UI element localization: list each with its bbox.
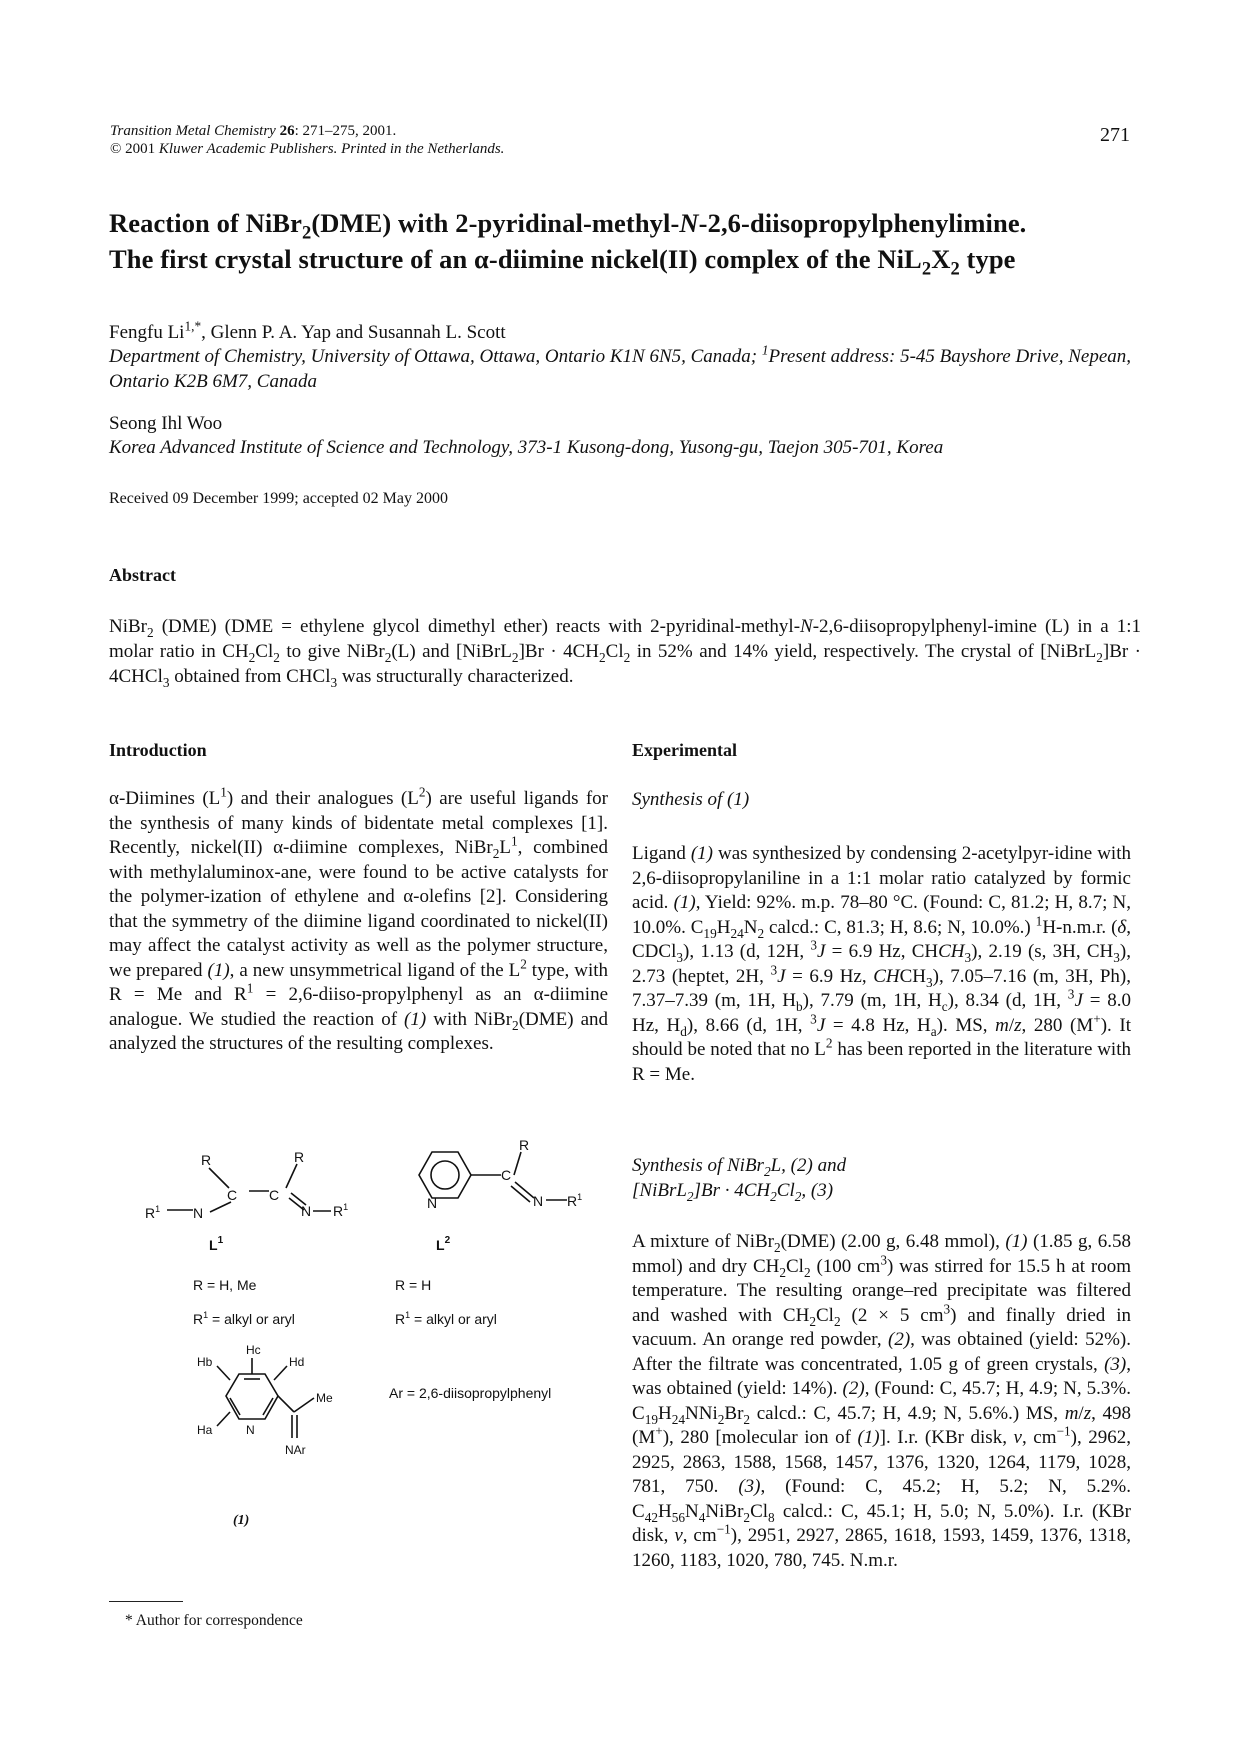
atom-label: N [193,1205,204,1221]
atom-label: C [501,1167,512,1183]
atom-label: N [533,1193,544,1209]
compound-label: (1) [233,1513,250,1528]
atom-label: C [269,1187,280,1203]
scheme-drawing [109,1140,609,1560]
atom-label: Hb [197,1355,213,1369]
author-woo: Seong Ihl Woo [109,413,223,434]
L2-r-definition: R = H [395,1277,432,1293]
introduction-heading: Introduction [109,740,207,760]
abstract-text: NiBr$_2$ (DME) (DME = ethylene glycol dimethyl ether) reacts with 2-pyridinal-methyl-N-2,6-diisopropylphenyl-imine (L) in a 1:1 molar ratio in $CH_2Cl_2$ to give NiBr$_2$(L) and [NiBrL$_2$]Br · $4CH_2Cl_2$ in 52% and 14% yield, respectively. The crystal of [NiBrL$_2$]Br · 4CHCl$_3$ obtained from CHCl$_3$ was structurally characterized. [109,616,1141,690]
ligand-label-L1: $L^1$ [209,1235,224,1253]
ligand-label-L2: $L^2$ [436,1235,451,1253]
ligand-scheme [109,1140,609,1560]
footnote: * Author for correspondence [125,1612,303,1629]
abstract-heading: Abstract [109,565,176,585]
synthesis-1-text: Ligand (1) was synthesized by condensing 2-acetylpyr-idine with 2,6-diisopropylaniline in a 1:1 molar ratio catalyzed by formic acid. (1), Yield: 92%. m.p. 78–80 °C. (Found: C, 81.2; H, 8.7; N, 10.0%. $C_{19}H_{24}N_2$ calcd.: C, 81.3; H, 8.6; N, 10.0%.) $^1$H-n.m.r. (δ, CDCl$_3$), 1.13 (d, 12H, $^3$J = 6.9 Hz, $CHCH_3$), 2.19 (s, 3H, $CH_3$), 2.73 (heptet, 2H, $^3$J = 6.9 Hz, $CHCH_3$), 7.05–7.16 (m, 3H, Ph), 7.37–7.39 (m, 1H, $H_b$), 7.79 (m, 1H, $H_c$), 8.34 (d, 1H, $^3$J = 8.0 Hz, $H_d$), 8.66 (d, 1H, $^3$J = 4.8 Hz, $H_a$). MS, m/z, 280 (M+). It should be noted that no $L^2$ has been reported in the literature with R = Me. [632,843,1132,1085]
page-number: 271 [1100,124,1130,146]
received-date: Received 09 December 1999; accepted 02 May 2000 [109,490,448,507]
atom-label: R [201,1152,212,1168]
subsection-synthesis-2-3: Synthesis of NiBr$_2$L, (2) and [NiBrL$_2$]Br · $4CH_2Cl_2$, (3) [632,1155,847,1204]
atom-label: R [294,1149,305,1165]
author-list: Fengfu $Li^{1,*}$, Glenn P. A. Yap and Susannah L. Scott [109,318,506,343]
atom-label: Hc [246,1343,261,1357]
atom-label: $R^1$ [145,1204,161,1221]
footnote-rule [109,1601,183,1602]
atom-label: R [519,1140,530,1153]
atom-label: Ha [197,1423,213,1437]
L1-r-definition: R = H, Me [193,1277,257,1293]
atom-label: N [301,1203,312,1219]
atom-label: N [246,1423,255,1437]
atom-label: NAr [285,1443,306,1457]
synthesis-2-3-text: A mixture of NiBr$_2$(DME) (2.00 g, 6.48 mmol), (1) (1.85 g, 6.58 mmol) and dry $CH_2Cl_2$ (100 $cm^3$) was stirred for 15.5 h at room temperature. The resulting orange–red precipitate was filtered and washed with $CH_2Cl_2$ (2 × 5 $cm^3$) and finally dried in vacuum. An orange red powder, (2), was obtained (yield: 52%). After the filtrate was concentrated, 1.05 g of green crystals, (3), was obtained (yield: 14%). (2), (Found: C, 45.7; H, 4.9; N, 5.3%. $C_{19}H_{24}NNi_2Br_2$ calcd.: C, 45.7; H, 4.9; N, 5.6%.) MS, m/z, 498 (M+), 280 [molecular ion of (1)]. I.r. (KBr disk, v, $cm^{-1}$), 2962, 2925, 2863, 1588, 1568, 1457, 1376, 1320, 1264, 1179, 1028, 781, 750. (3), (Found: C, 45.2; H, 5.2; N, 5.2%. $C_{42}H_{56}N_4NiBr_2Cl_8$ calcd.: C, 45.1; H, 5.0; N, 5.0%). I.r. (KBr disk, v, $cm^{-1}$), 2951, 2927, 2865, 1618, 1593, 1459, 1376, 1318, 1260, 1183, 1020, 780, 745. N.m.r. [632,1231,1132,1571]
article-title: Reaction of NiBr$_2$(DME) with 2-pyridinal-methyl-N-2,6-diisopropylphenylimine. The first crystal structure of an α-diimine nickel(II) complex of the $NiL_2X_2$ type [109,208,1027,280]
journal-citation: Transition Metal Chemistry 26: 271–275, 2001. © 2001 Kluwer Academic Publishers. Printed in the Netherlands. [110,123,505,157]
atom-label: $R^1$ [567,1192,583,1209]
L2-r1-definition: $R^1$ = alkyl or aryl [395,1310,497,1327]
ar-definition: Ar = 2,6-diisopropylphenyl [389,1385,552,1401]
experimental-heading: Experimental [632,740,737,760]
atom-label: N [427,1195,438,1211]
subsection-synthesis-1: Synthesis of (1) [632,789,750,810]
affiliation-ottawa: Department of Chemistry, University of Ottawa, Ottawa, Ontario K1N 6N5, Canada; $^1$Present address: 5-45 Bayshore Drive, Nepean, Ontario K2B 6M7, Canada [109,342,1132,392]
introduction-text: α-Diimines $(L^1)$ and their analogues $(L^2)$ are useful ligands for the synthesis of many kinds of bidentate metal complexes [1]. Recently, nickel(II) α-diimine complexes, $NiBr_2L^1$, combined with methylaluminox-ane, were found to be active catalysts for the polymer-ization of ethylene and α-olefins [2]. Considering that the symmetry of the diimine ligand coordinated to nickel(II) may affect the catalyst activity as well as the polymer structure, we prepared (1), a new unsymmetrical ligand of the $L^2$ type, with R = Me and $R^1$ = 2,6-diiso-propylphenyl as an α-diimine analogue. We studied the reaction of (1) with NiBr$_2$(DME) and analyzed the structures of the resulting complexes. [109,784,609,1054]
atom-label: $R^1$ [333,1202,349,1219]
affiliation-kaist: Korea Advanced Institute of Science and Technology, 373-1 Kusong-dong, Yusong-gu, Taejon 305-701, Korea [109,437,944,458]
atom-label: Hd [289,1355,305,1369]
L1-r1-definition: $R^1$ = alkyl or aryl [193,1310,295,1327]
atom-label: C [227,1187,238,1203]
atom-label: Me [316,1391,333,1405]
